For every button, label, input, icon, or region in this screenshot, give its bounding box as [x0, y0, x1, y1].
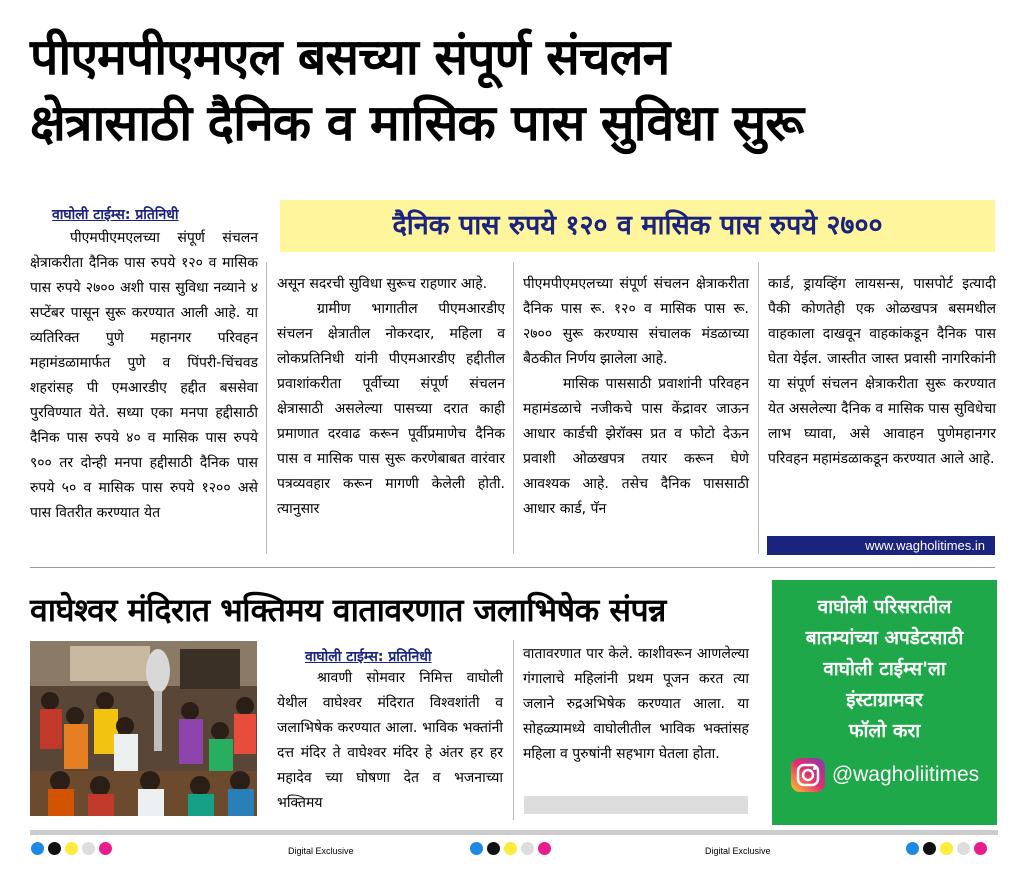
black-dot: [48, 842, 61, 855]
black-dot: [487, 842, 500, 855]
temple-crowd-image: [30, 641, 257, 816]
main-headline: [30, 24, 1010, 156]
magenta-dot: [974, 842, 987, 855]
website-link[interactable]: www.wagholitimes.in: [767, 536, 995, 555]
black-dot: [923, 842, 936, 855]
column-divider: [513, 262, 514, 554]
color-registration-dots-center: [470, 842, 551, 855]
yellow-dot: [65, 842, 78, 855]
instagram-promo-box: [772, 580, 997, 825]
article1-column-4: [768, 272, 996, 472]
color-registration-dots-right: [906, 842, 987, 855]
promo-line-3: वाघोली टाईम्स'ला: [823, 658, 946, 680]
article1-subhead: दैनिक पास रुपये १२० व मासिक पास रुपये २७००: [280, 200, 995, 252]
column-divider: [758, 262, 759, 554]
article2-col1-paragraph: श्रावणी सोमवार निमित्त वाघोली येथील वाघेश्वर मंदिरात विश्वशांती व जलाभिषेक करण्यात आला. भाविक भक्तांनी दत्त मंदिर ते वाघेश्वर मंदिर हे अंतर हर हर महादेव च्या घोषणा देत व भजनाच्या भक्तिमय: [277, 670, 503, 811]
article1-col3-paragraph-1: पीएमपीएमएलच्या संपूर्ण संचलन क्षेत्राकरीता दैनिक पास रू. १२० व मासिक पास रू. २७०० सुरू करण्यास संचालक मंडळाच्या बैठकीत निर्णय झालेला आहे.: [523, 276, 749, 367]
grey-dot: [521, 842, 534, 855]
headline-line-1: पीएमपीएमएल बसच्या संपूर्ण संचलन: [30, 28, 670, 86]
color-registration-dots-left: [31, 842, 112, 855]
article2-column-1: [277, 666, 503, 816]
cyan-dot: [31, 842, 44, 855]
instagram-icon: [790, 757, 826, 793]
article2-column-2: [523, 642, 749, 767]
article1-col2-paragraph-2: ग्रामीण भागातील पीएमआरडीए संचलन क्षेत्रातील नोकरदार, महिला व लोकप्रतिनिधी यांनी पीएमआरडीए हद्दीतील प्रवाशांकरीता पूर्वीच्या संपूर्ण संचलन क्षेत्रासाठी असलेल्या पासच्या दरात काही प्रमाणात दरवाढ करून पूर्वीप्रमाणेच दैनिक पास व मासिक पास सुरू करणेबाबत वारंवार पत्रव्यवहार करून मागणी केलेली होती. त्यानुसार: [277, 301, 505, 517]
bottom-bar: [30, 830, 998, 835]
article1-col3-paragraph-2: मासिक पाससाठी प्रवाशांनी परिवहन महामंडळाचे नजीकचे पास केंद्रावर जाऊन आधार कार्डची झेरॉक्स प्रत व फोटो देऊन प्रवाशी ओळखपत्र तयार करून घेणे आवश्यक आहे. तसेच दैनिक पाससाठी आधार कार्ड, पॅन: [523, 376, 749, 517]
article1-col4-paragraph: कार्ड, ड्रायव्हिंग लायसन्स, पासपोर्ट इत्यादी पैकी कोणतेही एक ओळखपत्र बसमधील वाहकाला दाखवून वाहकांकडून दैनिक पास घेता येईल. जास्तीत जास्त प्रवासी नागरिकांनी या संपूर्ण संचलन क्षेत्राकरीता सुरू करण्यात येत असलेल्या दैनिक व मासिक पास सुविधेचा लाभ घ्यावा, असे आवाहन पुणेमहानगर परिवहन महामंडळाकडून करण्यात आले आहे.: [768, 276, 996, 467]
article1-col1-paragraph: पीएमपीएमएलच्या संपूर्ण संचलन क्षेत्राकरीता दैनिक पास रुपये १२० व मासिक पास रुपये २७०० अशी पास सुविधा नव्याने ४ सप्टेंबर पासून सुरू करण्यात आली आहे. या व्यतिरिक्त पुणे महानगर परिवहन महामंडळामार्फत पुणे व पिंपरी-चिंचवड शहरांसह पी एमआरडीए हद्दीत बससेवा पुरविण्यात येते. सध्या एका मनपा हद्दीसाठी दैनिक पास रुपये ४० व मासिक पास रुपये ९०० तर दोन्ही मनपा हद्दीसाठी दैनिक पास रुपये ५० व मासिक पास रुपये १२०० असे पास वितरीत करण्यात येत: [30, 230, 258, 521]
article2-col2-paragraph: वातावरणात पार केले. काशीवरून आणलेल्या गंगालाचे महिलांनी प्रथम पूजन करत त्या जलाने रुद्रअभिषेक करण्यात आला. या सोहळ्यामध्ये वाघोलीतील भाविक भक्तांसह महिला व पुरुषांनी सहभाग घेतला होता.: [523, 646, 749, 762]
cyan-dot: [906, 842, 919, 855]
promo-line-1: वाघोली परिसरातील: [817, 596, 952, 618]
grey-dot: [957, 842, 970, 855]
article1-col2-paragraph-1: असून सदरची सुविधा सुरूच राहणार आहे.: [277, 276, 488, 292]
article1-column-2: [277, 272, 505, 522]
article1-column-1: [30, 226, 258, 526]
magenta-dot: [99, 842, 112, 855]
article2-headline: वाघेश्वर मंदिरात भक्तिमय वातावरणात जलाभिषेक संपन्न: [30, 591, 666, 629]
section-divider: [30, 567, 995, 568]
magenta-dot: [538, 842, 551, 855]
promo-line-4: इंस्टाग्रामवर: [846, 689, 923, 711]
headline-line-2: क्षेत्रासाठी दैनिक व मासिक पास सुविधा सुरू: [30, 94, 804, 152]
article1-byline: वाघोली टाईम्स: प्रतिनिधी: [52, 207, 179, 223]
instagram-handle[interactable]: @wagholiitimes: [831, 763, 980, 786]
footer-label-center: Digital Exclusive: [288, 846, 354, 856]
promo-line-5: फॉलो करा: [848, 720, 921, 742]
yellow-dot: [940, 842, 953, 855]
footer-label-right: Digital Exclusive: [705, 846, 771, 856]
yellow-dot: [504, 842, 517, 855]
article2-byline: वाघोली टाईम्स: प्रतिनिधी: [305, 649, 432, 665]
column-divider: [513, 640, 514, 820]
promo-line-2: बातम्यांच्या अपडेटसाठी: [805, 627, 964, 649]
column-divider: [266, 262, 267, 554]
cyan-dot: [470, 842, 483, 855]
grey-bar: [524, 796, 748, 814]
instagram-handle-row[interactable]: [772, 757, 997, 793]
article1-column-3: [523, 272, 749, 522]
temple-photo: [30, 641, 257, 816]
grey-dot: [82, 842, 95, 855]
